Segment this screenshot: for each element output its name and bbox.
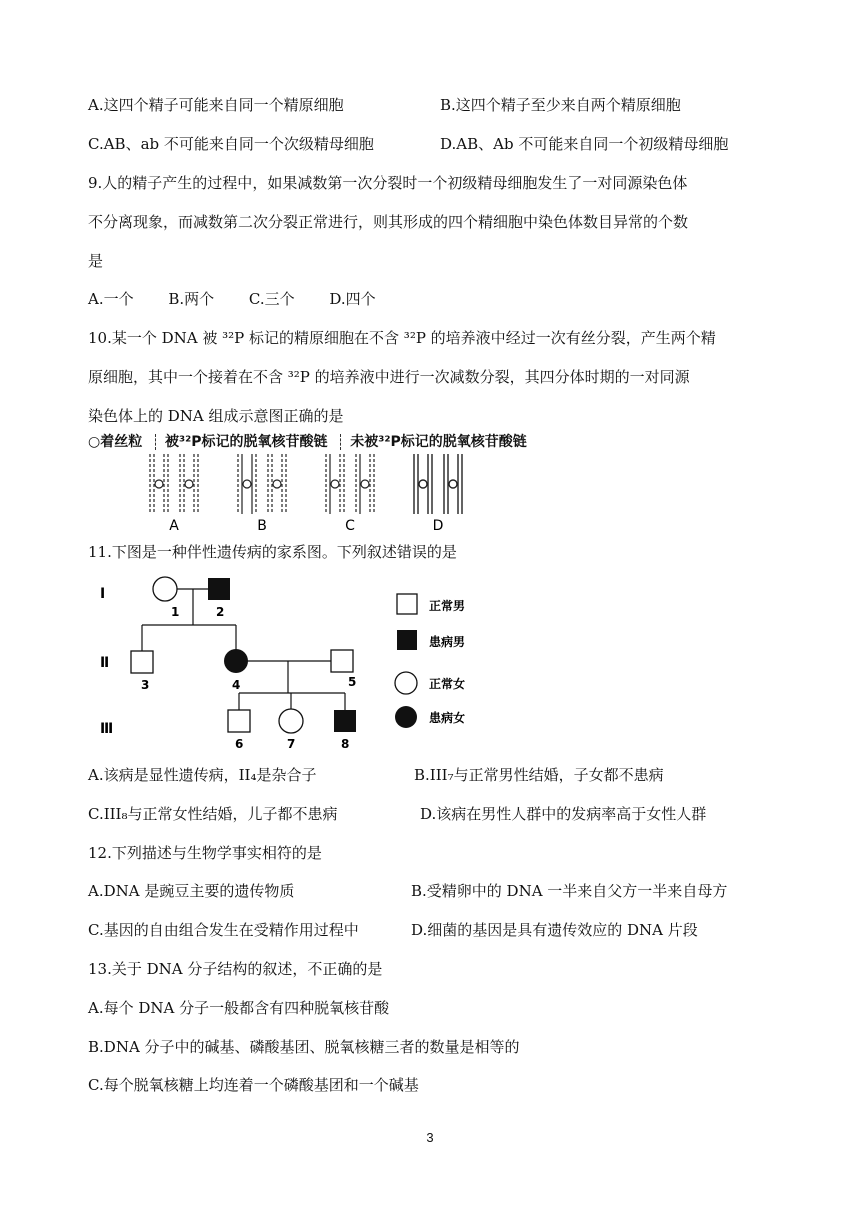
legend-affected-male: 患病男	[429, 635, 466, 649]
individual-label-4: 4	[232, 678, 241, 692]
legend-affected-female-symbol	[395, 706, 417, 728]
q11-option-a: A.该病是显性遗传病，II₄是杂合子	[88, 766, 317, 784]
individual-8-affected-male	[334, 710, 356, 732]
individual-label-7: 7	[287, 737, 296, 751]
q13-option-c: C.每个脱氧核糖上均连着一个磷酸基团和一个碱基	[88, 1076, 419, 1094]
individual-3-normal-male	[131, 651, 153, 673]
individual-1-normal-female	[153, 577, 177, 601]
q11-option-c: C.III₈与正常女性结婚，儿子都不患病	[88, 805, 338, 823]
individual-label-2: 2	[216, 605, 225, 619]
q10-stem-line1: 10.某一个 DNA 被 ³²P 标记的精原细胞在不含 ³²P 的培养液中经过一次有丝分裂，产生两个精	[88, 329, 716, 347]
individual-label-6: 6	[235, 737, 244, 751]
individual-label-1: 1	[171, 605, 180, 619]
q12-option-a: A.DNA 是豌豆主要的遗传物质	[88, 882, 295, 900]
individual-6-normal-male	[228, 710, 250, 732]
q11-option-d: D.该病在男性人群中的发病率高于女性人群	[420, 805, 707, 823]
figure-option-d	[414, 454, 462, 514]
legend-solid-separator	[155, 434, 156, 450]
q8-option-c: C.AB、ab 不可能来自同一个次级精母细胞	[88, 135, 374, 153]
pedigree-chart	[88, 568, 468, 753]
legend-normal-male-symbol	[397, 594, 417, 614]
q10-figure-legend	[88, 431, 531, 451]
individual-5-normal-male	[331, 650, 353, 672]
individual-label-3: 3	[141, 678, 150, 692]
figure-label-a: A	[169, 518, 179, 534]
individual-7-normal-female	[279, 709, 303, 733]
legend-affected-male-symbol	[397, 630, 417, 650]
generation-label-1: Ⅰ	[100, 586, 106, 602]
individual-2-affected-male	[208, 578, 230, 600]
legend-normal-male: 正常男	[429, 599, 466, 613]
figure-label-b: B	[257, 518, 267, 534]
q10-stem-line2: 原细胞，其中一个接着在不含 ³²P 的培养液中进行一次减数分裂，其四分体时期的一对同源	[88, 368, 690, 386]
q11-option-b: B.III₇与正常男性结婚，子女都不患病	[414, 766, 664, 784]
q8-option-b: B.这四个精子至少来自两个精原细胞	[440, 96, 681, 114]
figure-option-a	[150, 454, 198, 514]
generation-label-2: Ⅱ	[100, 655, 110, 671]
q13-stem: 13.关于 DNA 分子结构的叙述，不正确的是	[88, 960, 383, 978]
q12-stem: 12.下列描述与生物学事实相符的是	[88, 844, 322, 862]
q9-stem-line2: 不分离现象，而减数第二次分裂正常进行，则其形成的四个精细胞中染色体数目异常的个数	[88, 213, 689, 231]
legend-unlabeled-strand: 未被³²P标记的脱氧核苷酸链	[350, 434, 527, 450]
generation-label-3: Ⅲ	[100, 721, 114, 737]
legend-normal-female: 正常女	[429, 677, 466, 691]
figure-label-d: D	[432, 518, 444, 534]
individual-label-5: 5	[348, 675, 357, 689]
legend-labeled-strand: 被³²P标记的脱氧核苷酸链	[164, 434, 328, 450]
individual-4-affected-female	[224, 649, 248, 673]
q8-option-d: D.AB、Ab 不可能来自同一个初级精母细胞	[440, 135, 729, 153]
q9-stem-line1: 9.人的精子产生的过程中，如果减数第一次分裂时一个初级精母细胞发生了一对同源染色体	[88, 174, 688, 192]
q10-stem-line3: 染色体上的 DNA 组成示意图正确的是	[88, 407, 344, 425]
legend-centromere: ○着丝粒	[88, 434, 143, 450]
figure-option-b	[238, 454, 286, 514]
q9-stem-line3: 是	[88, 252, 104, 270]
individual-label-8: 8	[341, 737, 350, 751]
figure-option-c	[326, 454, 374, 514]
legend-affected-female: 患病女	[429, 711, 466, 725]
q13-option-a: A.每个 DNA 分子一般都含有四种脱氧核苷酸	[88, 999, 390, 1017]
q12-option-c: C.基因的自由组合发生在受精作用过程中	[88, 921, 359, 939]
q13-option-b: B.DNA 分子中的碱基、磷酸基团、脱氧核糖三者的数量是相等的	[88, 1038, 520, 1056]
figure-label-c: C	[345, 518, 355, 534]
q8-option-a: A.这四个精子可能来自同一个精原细胞	[88, 96, 344, 114]
q12-option-b: B.受精卵中的 DNA 一半来自父方一半来自母方	[411, 882, 728, 900]
q12-option-d: D.细菌的基因是具有遗传效应的 DNA 片段	[411, 921, 698, 939]
legend-dashed-separator	[340, 434, 341, 450]
q9-options: A.一个 B.两个 C.三个 D.四个	[88, 290, 376, 308]
q11-stem: 11.下图是一种伴性遗传病的家系图。下列叙述错误的是	[88, 543, 457, 561]
legend-normal-female-symbol	[395, 672, 417, 694]
q10-dna-figure	[130, 452, 490, 534]
page-number: 3	[426, 1130, 434, 1145]
